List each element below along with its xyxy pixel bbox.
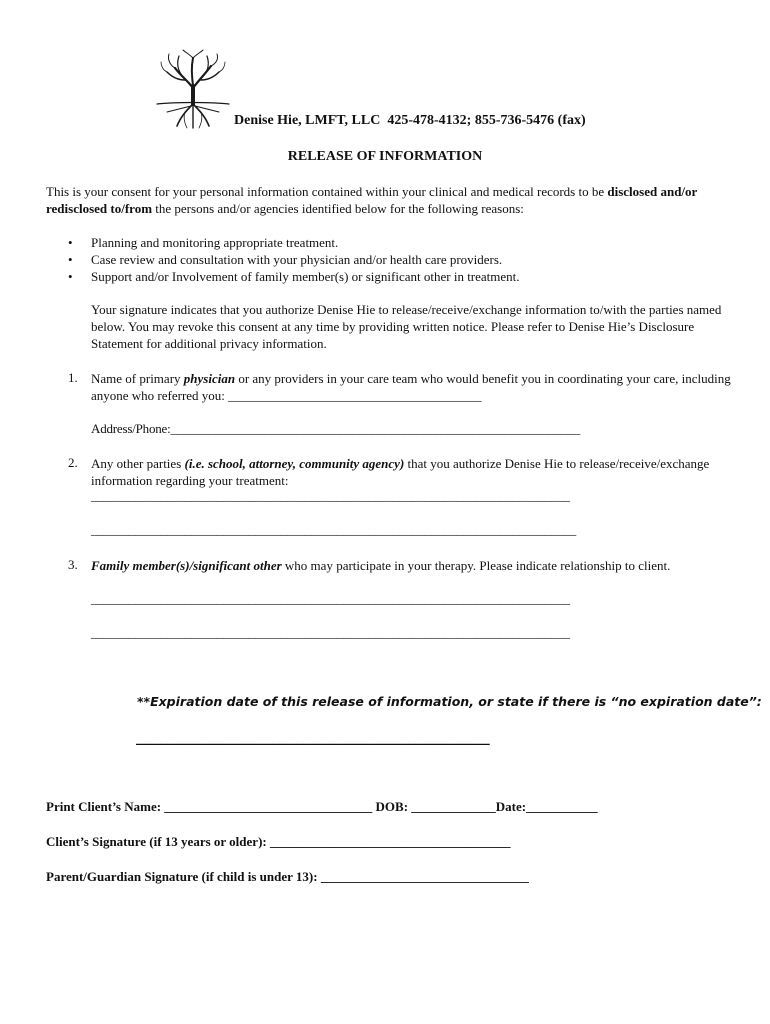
item1-physician-field[interactable]: _______________________________________ (228, 388, 482, 403)
client-signature-row (46, 834, 510, 850)
client-name-row (46, 799, 598, 815)
practice-header (234, 113, 586, 129)
family-member-field-1[interactable]: ____________________________________________________________________________ (91, 591, 570, 606)
intro-bold: disclosed and/or redisclosed to/from (46, 184, 698, 216)
item2-text (91, 455, 731, 489)
item2-number: 2. (68, 455, 78, 470)
client-signature-field[interactable]: _____________________________________ (269, 834, 511, 849)
family-member-field-2[interactable]: ____________________________________________________________________________ (91, 625, 570, 640)
item1-text (91, 370, 731, 404)
dob-label: DOB: (375, 799, 409, 814)
page-title: RELEASE OF INFORMATION (287, 149, 483, 164)
item2-text-b: that you authorize Denise Hie to release/receive/exchange information regarding your treatment: (91, 456, 710, 488)
item1-number: 1. (68, 370, 78, 385)
other-parties-field-2[interactable]: _____________________________________________________________________________ (91, 522, 577, 537)
list-item: • Support and/or Involvement of family member(s) or significant other in treatment. (68, 268, 520, 285)
expiration-label: **Expiration date of this release of information, or state if there is “no expiration date”: (137, 694, 762, 709)
address-label: Address/Phone: (91, 421, 171, 436)
item3-text (91, 557, 731, 574)
authorization-note: Your signature indicates that you authorize Denise Hie to release/receive/exchange information to/with the parties named below. You may revoke this consent at any time by providing written notice. Please refer to Denise Hie’s Disclosure Statement for additional privacy information. (91, 302, 722, 351)
other-parties-field-1[interactable]: ____________________________________________________________________________ (91, 488, 570, 503)
item3-number: 3. (68, 557, 78, 572)
item1-text-a: Name of primary (91, 371, 184, 386)
intro-paragraph (46, 183, 726, 217)
item2-emphasis: (i.e. school, attorney, community agency) (184, 456, 405, 471)
intro-text-b: the persons and/or agencies identified below for the following reasons: (152, 201, 524, 216)
date-label: Date: (495, 799, 527, 814)
dob-field[interactable]: _____________ (411, 799, 496, 814)
client-signature-label: Client’s Signature (if 13 years or older): (46, 834, 267, 849)
address-phone-field[interactable]: _________________________________________________________________ (170, 421, 581, 436)
guardian-signature-label: Parent/Guardian Signature (if child is under 13): (46, 869, 318, 884)
tree-logo (155, 46, 231, 130)
reasons-list (68, 234, 520, 285)
list-item: • Planning and monitoring appropriate treatment. (68, 234, 520, 251)
item3-emphasis: Family member(s)/significant other (91, 558, 282, 573)
item2-text-a: Any other parties (91, 456, 185, 471)
expiration-date-field[interactable]: _________________________________________________________ (136, 731, 490, 746)
client-name-label: Print Client’s Name: (46, 799, 162, 814)
tree-roots-logo-icon (155, 46, 231, 130)
list-item: • Case review and consultation with your physician and/or health care providers. (68, 251, 520, 268)
item1-emphasis: physician (183, 371, 236, 386)
guardian-signature-row (46, 869, 529, 885)
intro-text-a: This is your consent for your personal information contained within your clinical and medical records to be (46, 184, 608, 199)
item1-text-b: or any providers in your care team who would benefit you in coordinating your care, including anyone who referred you: (91, 371, 731, 403)
client-name-field[interactable]: ________________________________ (164, 799, 373, 814)
practice-name: Denise Hie, LMFT, LLC (234, 113, 381, 128)
practice-phones: 425-478-4132; 855-736-5476 (fax) (387, 113, 586, 128)
guardian-signature-field[interactable]: ________________________________ (320, 869, 529, 884)
date-field[interactable]: ___________ (526, 799, 598, 814)
item3-text-b: who may participate in your therapy. Please indicate relationship to client. (281, 558, 671, 573)
item1-address-row (91, 421, 580, 437)
